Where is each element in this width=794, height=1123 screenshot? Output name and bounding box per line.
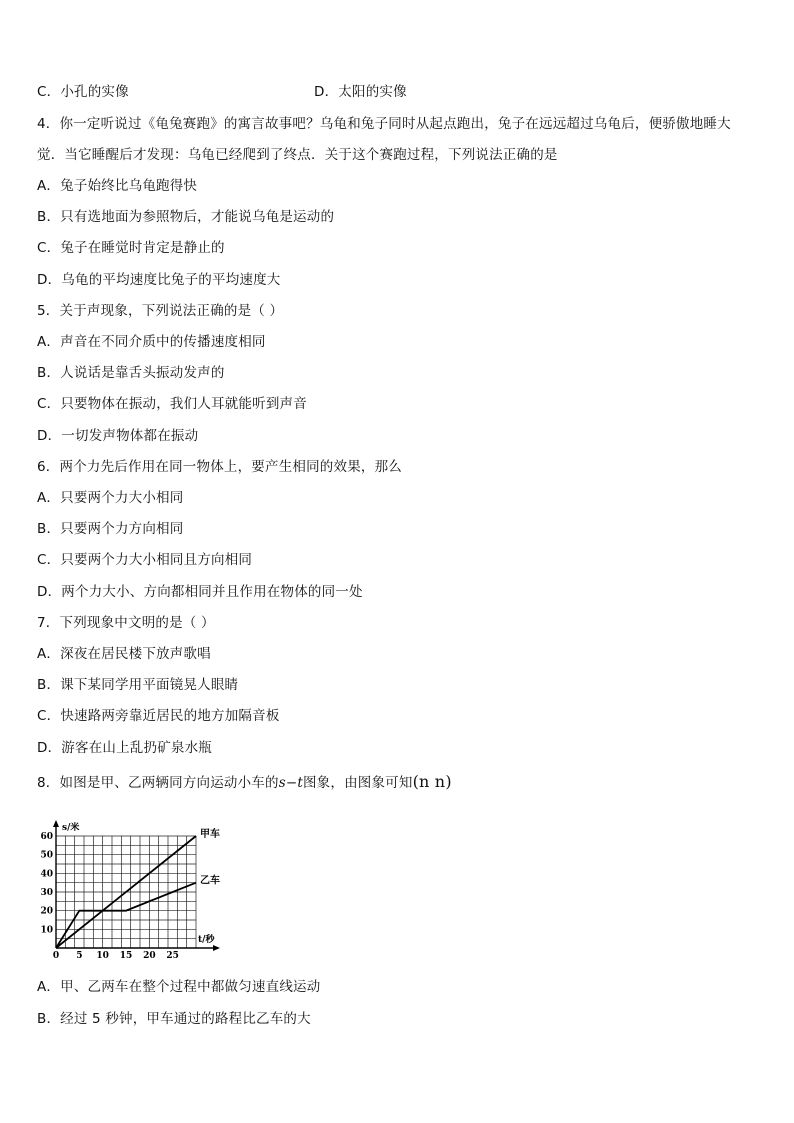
q4-option-b: B．只有选地面为参照物后，才能说乌龟是运动的 [37, 209, 335, 225]
x-axis-label: t/秒 [198, 935, 215, 945]
q6-stem: 6．两个力先后作用在同一物体上，要产生相同的效果，那么 [37, 459, 402, 475]
y-tick-label: 30 [40, 888, 53, 898]
q6-option-c: C．只要两个力大小相同且方向相同 [37, 552, 253, 568]
series-label-jia: 甲车 [200, 829, 220, 840]
q5-option-b: B．人说话是靠舌头振动发声的 [37, 365, 225, 381]
q4-stem-line2: 觉．当它睡醒后才发现：乌龟已经爬到了终点．关于这个赛跑过程，下列说法正确的是 [37, 147, 558, 163]
q7-option-b: B．课下某同学用平面镜晃人眼睛 [37, 677, 239, 693]
q6-option-b: B．只要两个力方向相同 [37, 521, 184, 537]
q7-option-d: D．游客在山上乱扔矿泉水瓶 [37, 740, 212, 756]
q6-option-d: D．两个力大小、方向都相同并且作用在物体的同一处 [37, 584, 363, 600]
q4-option-c: C．兔子在睡觉时肯定是静止的 [37, 240, 225, 256]
st-graph [36, 818, 226, 964]
q5-option-c: C．只要物体在振动，我们人耳就能听到声音 [37, 396, 307, 412]
q3-option-c [37, 83, 129, 101]
q8-answer-paren: (n n) [412, 772, 452, 791]
chart-ticks [40, 832, 178, 961]
x-tick-label: 5 [76, 951, 83, 961]
q5-stem: 5．关于声现象，下列说法正确的是（ ） [37, 303, 284, 319]
x-tick-label: 25 [166, 951, 179, 961]
q3-option-c-text: C．小孔的实像 [37, 84, 129, 100]
x-tick-label: 10 [96, 951, 109, 961]
q8-stem-middle: 图象，由图象可知 [302, 775, 413, 791]
x-axis-arrow [213, 945, 220, 951]
y-tick-label: 40 [40, 869, 53, 880]
q7-option-c: C．快速路两旁靠近居民的地方加隔音板 [37, 708, 280, 724]
y-tick-label: 10 [40, 925, 53, 936]
y-tick-label: 20 [40, 906, 53, 917]
q8-stem [37, 773, 452, 792]
x-tick-label: 20 [143, 951, 156, 961]
q7-option-a: A．深夜在居民楼下放声歌唱 [37, 646, 211, 662]
y-tick-label: 50 [40, 850, 53, 861]
series-label-yi: 乙车 [200, 875, 220, 887]
q8-stem-prefix: 8．如图是甲、乙两辆同方向运动小车的 [37, 775, 279, 791]
x-tick-label: 15 [119, 951, 133, 961]
q5-option-a: A．声音在不同介质中的传播速度相同 [37, 334, 266, 350]
q8-option-b: B．经过 5 秒钟，甲车通过的路程比乙车的大 [37, 1011, 311, 1027]
q4-stem-line1: 4．你一定听说过《龟兔赛跑》的寓言故事吧？乌龟和兔子同时从起点跑出，兔子在远远超过乌龟后，便骄傲地睡大 [37, 116, 731, 132]
y-tick-label: 60 [40, 832, 53, 842]
q5-option-d: D．一切发声物体都在振动 [37, 428, 199, 444]
q6-option-a: A．只要两个力大小相同 [37, 490, 184, 506]
q4-option-a: A．兔子始终比乌龟跑得快 [37, 178, 198, 194]
y-axis-arrow [53, 820, 59, 827]
q8-option-a: A．甲、乙两车在整个过程中都做匀速直线运动 [37, 979, 321, 995]
q4-option-d: D．乌龟的平均速度比兔子的平均速度大 [37, 272, 281, 288]
q3-option-d: D．太阳的实像 [314, 84, 407, 100]
q7-stem: 7．下列现象中文明的是（ ） [37, 615, 215, 631]
x-tick-label: 0 [52, 951, 60, 961]
y-axis-label: s/米 [62, 823, 80, 833]
q8-stem-math: s−t [278, 775, 303, 791]
